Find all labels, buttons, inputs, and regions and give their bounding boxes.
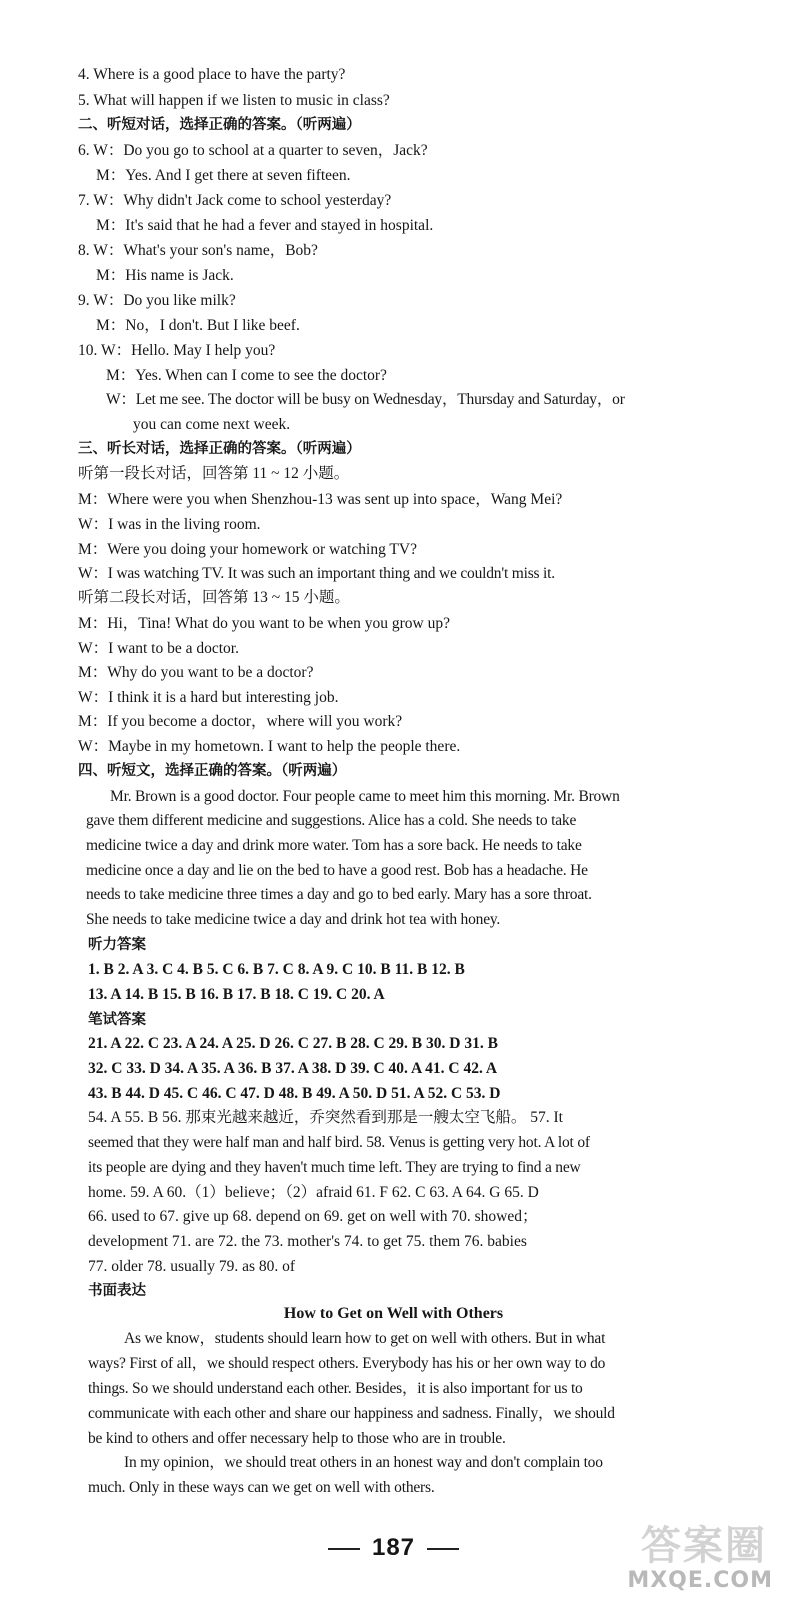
written-answers-row-1: 21. A 22. C 23. A 24. A 25. D 26. C 27. B 28. C 29. B 30. D 31. B [88,1035,498,1052]
written-answers-row-9: development 71. are 72. the 73. mother's 74. to get 75. them 76. babies [88,1233,527,1250]
written-answers-row-4: 54. A 55. B 56. 那束光越来越近，乔突然看到那是一艘太空飞船。 57. It [88,1109,563,1126]
long-dialogue-2-line-b: W：I want to be a doctor. [78,640,239,657]
essay-line-2: ways? First of all，we should respect others. Everybody has his or her own way to do [88,1355,606,1372]
written-answers-row-6: its people are dying and they haven't much time left. They are trying to find a new [88,1159,581,1176]
listening-answers-row-2: 13. A 14. B 15. B 16. B 17. B 18. C 19. C 20. A [88,986,385,1003]
watermark-url: MXQE.COM [627,1568,773,1593]
dialogue-10-w3: you can come next week. [133,416,291,433]
writing-heading: 书面表达 [88,1283,146,1299]
dialogue-6-m: M：Yes. And I get there at seven fifteen. [96,167,351,184]
long-dialogue-2-line-a: M：Hi，Tina! What do you want to be when you grow up? [78,615,450,632]
dialogue-9-m: M：No，I don't. But I like beef. [96,317,300,334]
long-dialogue-2-line-d: W：I think it is a hard but interesting job. [78,689,339,706]
long-dialogue-1-line-a: M：Where were you when Shenzhou-13 was sent up into space，Wang Mei? [78,491,563,508]
passage-line-5: needs to take medicine three times a day and go to bed early. Mary has a sore throat. [86,886,592,903]
passage-line-1: Mr. Brown is a good doctor. Four people came to meet him this morning. Mr. Brown [110,788,620,805]
essay-line-7: much. Only in these ways can we get on well with others. [88,1479,435,1496]
page-number-value: 187 [371,1534,416,1561]
essay-line-6: In my opinion，we should treat others in an honest way and don't complain too [124,1454,603,1471]
watermark-logo: 答案圈 [641,1523,767,1569]
question-line-5: 5. What will happen if we listen to music in class? [78,92,390,109]
dialogue-10-w: 10. W：Hello. May I help you? [78,342,276,359]
page-number-left-dash [328,1548,360,1550]
essay-line-5: be kind to others and offer necessary help to those who are in trouble. [88,1430,506,1447]
long-dialogue-2-line-e: M：If you become a doctor，where will you work? [78,713,403,730]
written-answers-row-5: seemed that they were half man and half bird. 58. Venus is getting very hot. A lot of [88,1134,590,1151]
listening-answers-heading: 听力答案 [88,937,146,953]
written-answers-heading: 笔试答案 [88,1012,146,1028]
dialogue-8-w: 8. W：What's your son's name，Bob? [78,242,318,259]
written-answers-row-3: 43. B 44. D 45. C 46. C 47. D 48. B 49. A 50. D 51. A 52. C 53. D [88,1085,501,1102]
long-dialogue-1-line-c: M：Were you doing your homework or watching TV? [78,541,417,558]
written-answers-row-2: 32. C 33. D 34. A 35. A 36. B 37. A 38. D 39. C 40. A 41. C 42. A [88,1060,498,1077]
essay-line-1: As we know，students should learn how to get on well with others. But in what [124,1330,606,1347]
passage-line-6: She needs to take medicine twice a day and drink hot tea with honey. [86,911,501,928]
dialogue-10-w2: W：Let me see. The doctor will be busy on Wednesday，Thursday and Saturday，or [106,391,625,408]
page-number-right-dash [427,1548,459,1550]
dialogue-10-m: M：Yes. When can I come to see the doctor? [106,367,387,384]
dialogue-9-w: 9. W：Do you like milk? [78,292,236,309]
passage-line-2: gave them different medicine and suggestions. Alice has a cold. She needs to take [86,812,577,829]
dialogue-7-m: M：It's said that he had a fever and stayed in hospital. [96,217,434,234]
dialogue-8-m: M：His name is Jack. [96,267,234,284]
essay-line-4: communicate with each other and share our happiness and sadness. Finally，we should [88,1405,615,1422]
dialogue-7-w: 7. W：Why didn't Jack come to school yesterday? [78,192,392,209]
essay-line-3: things. So we should understand each other. Besides，it is also important for us to [88,1380,583,1397]
section-heading-2: 二、听短对话，选择正确的答案。（听两遍） [78,117,361,133]
long-dialogue-2-line-c: M：Why do you want to be a doctor? [78,664,314,681]
long-dialogue-1-line-b: W：I was in the living room. [78,516,261,533]
written-answers-row-7: home. 59. A 60.（1）believe；（2）afraid 61. F 62. C 63. A 64. G 65. D [88,1184,539,1201]
written-answers-row-8: 66. used to 67. give up 68. depend on 69. get on well with 70. showed； [88,1208,538,1225]
section-heading-3: 三、听长对话，选择正确的答案。（听两遍） [78,441,361,457]
long-dialogue-2-line-f: W：Maybe in my hometown. I want to help the people there. [78,738,461,755]
listening-answers-row-1: 1. B 2. A 3. C 4. B 5. C 6. B 7. C 8. A 9. C 10. B 11. B 12. B [88,961,465,978]
long-dialogue-2-instruction: 听第二段长对话，回答第 13 ~ 15 小题。 [78,589,350,606]
passage-line-3: medicine twice a day and drink more water. Tom has a sore back. He needs to take [86,837,582,854]
section-heading-4: 四、听短文，选择正确的答案。（听两遍） [78,763,347,779]
long-dialogue-1-instruction: 听第一段长对话，回答第 11 ~ 12 小题。 [78,465,350,482]
question-line-4: 4. Where is a good place to have the party? [78,66,346,83]
written-answers-row-10: 77. older 78. usually 79. as 80. of [88,1258,296,1275]
dialogue-6-w: 6. W：Do you go to school at a quarter to seven，Jack? [78,142,428,159]
long-dialogue-1-line-d: W：I was watching TV. It was such an important thing and we couldn't miss it. [78,565,555,582]
essay-title: How to Get on Well with Others [283,1305,504,1322]
passage-line-4: medicine once a day and lie on the bed to have a good rest. Bob has a headache. He [86,862,588,879]
